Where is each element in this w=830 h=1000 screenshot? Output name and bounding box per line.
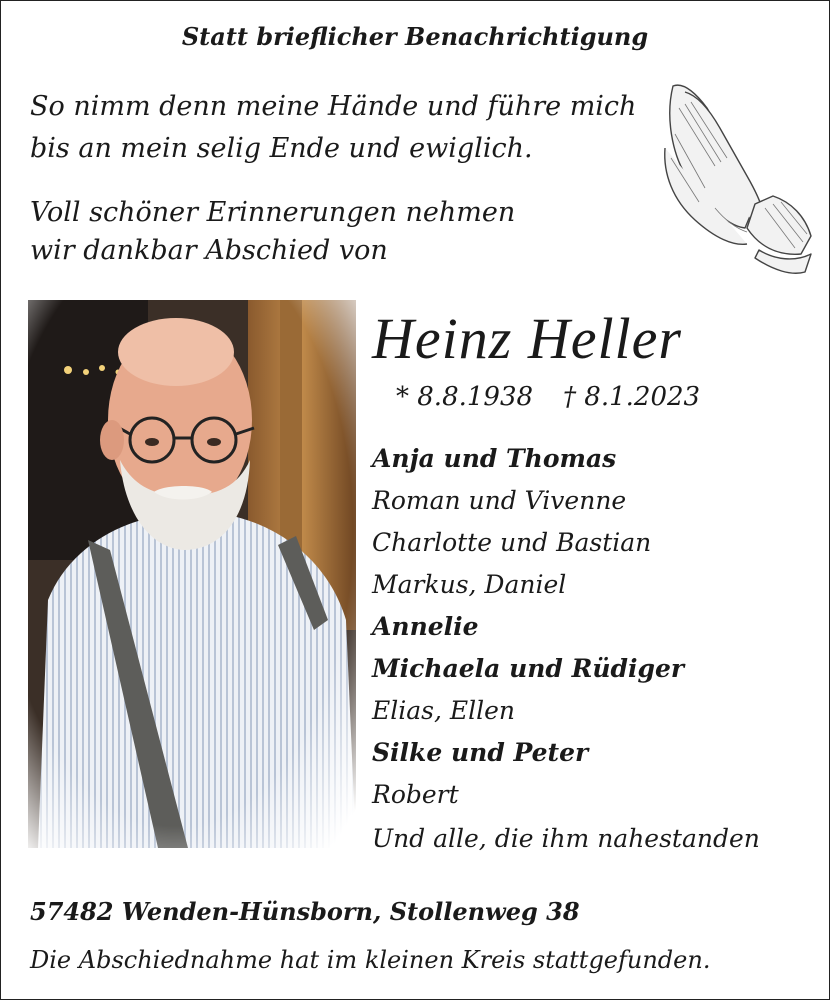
- family-line: Annelie: [372, 612, 479, 641]
- praying-hands-icon: [655, 78, 815, 278]
- family-line: Und alle, die ihm nahestanden: [372, 824, 760, 853]
- family-line: Robert: [372, 780, 459, 809]
- birth-date: * 8.8.1938: [396, 382, 534, 412]
- family-line: Michaela und Rüdiger: [372, 654, 685, 683]
- address: 57482 Wenden-Hünsborn, Stollenweg 38: [30, 897, 580, 926]
- farewell-line-1: Voll schöner Erinnerungen nehmen: [30, 197, 516, 228]
- verse-line-1: So nimm denn meine Hände und führe mich: [30, 91, 637, 122]
- family-line: Roman und Vivenne: [372, 486, 627, 515]
- life-dates: [396, 382, 700, 412]
- closing-note: Die Abschiednahme hat im kleinen Kreis stattgefunden.: [30, 946, 711, 974]
- family-line: Silke und Peter: [372, 738, 589, 767]
- family-line: Elias, Ellen: [372, 696, 516, 725]
- notice-header: Statt brieflicher Benachrichtigung: [181, 22, 649, 51]
- verse-line-2: bis an mein selig Ende und ewiglich.: [30, 133, 533, 164]
- death-date: † 8.1.2023: [563, 382, 701, 412]
- farewell-line-2: wir dankbar Abschied von: [30, 235, 388, 266]
- deceased-name: Heinz Heller: [372, 306, 682, 371]
- family-line: Anja und Thomas: [372, 444, 617, 473]
- family-line: Charlotte und Bastian: [372, 528, 652, 557]
- portrait-photo: [28, 300, 356, 848]
- family-line: Markus, Daniel: [372, 570, 567, 599]
